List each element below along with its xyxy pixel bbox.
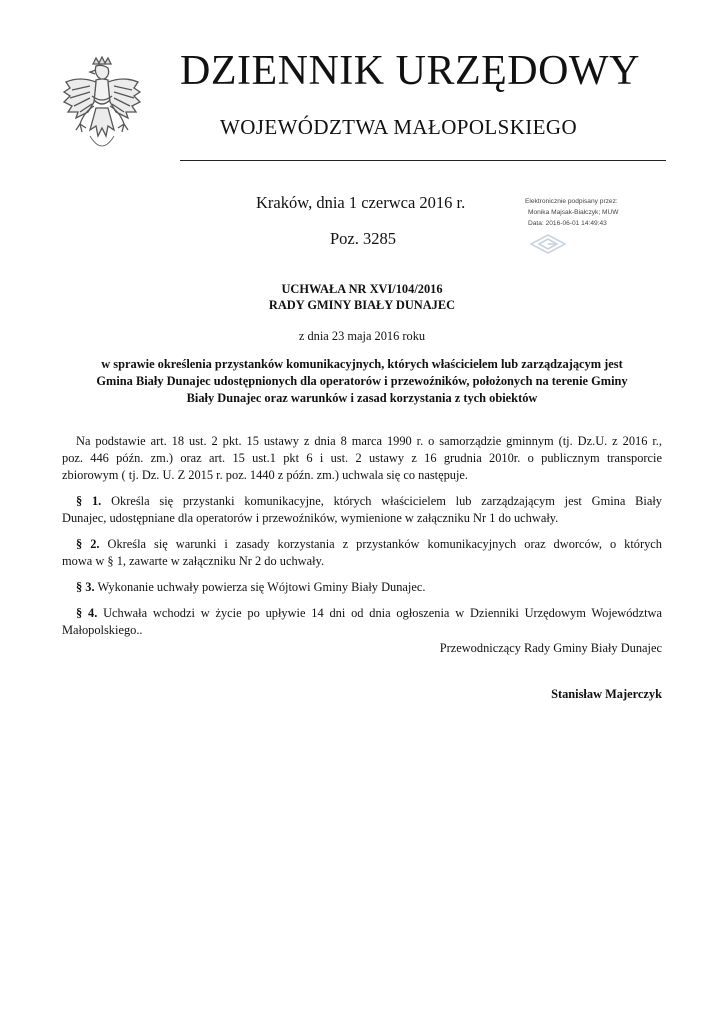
- paragraph-number: § 4.: [76, 606, 98, 620]
- paragraph-2: [62, 536, 662, 570]
- subject-line: Biały Dunajec oraz warunków i zasad korzystania z tych obiektów: [186, 391, 538, 405]
- paragraph-4: [62, 605, 662, 639]
- journal-subtitle: WOJEWÓDZTWA MAŁOPOLSKIEGO: [220, 115, 578, 139]
- resolution-body: [62, 433, 662, 648]
- text-line: poz. 446 późn. zm.) oraz art. 15 ust.1 pkt 6 i ust. 2 ustawy z 16 grudnia 2010r. o publicznym transporcie: [62, 451, 662, 465]
- paragraph-number: § 3.: [76, 580, 95, 594]
- text-line: [62, 605, 662, 622]
- subject-line: w sprawie określenia przystanków komunikacyjnych, których właścicielem lub zarządzającym jest: [101, 357, 623, 371]
- paragraph-3: [62, 579, 662, 596]
- signatory-name: Stanisław Majerczyk: [551, 687, 662, 701]
- signature-line: Elektronicznie podpisany przez:: [525, 198, 618, 205]
- paragraph-text: Uchwała wchodzi w życie po upływie 14 dni od dnia ogłoszenia w Dzienniki Urzędowym Województwa: [97, 606, 662, 620]
- text-line: [62, 579, 662, 596]
- text-line: [62, 536, 662, 553]
- text-line: Na podstawie art. 18 ust. 2 pkt. 15 ustawy z dnia 8 marca 1990 r. o samorządzie gminnym (tj. Dz.U. z 2016 r.,: [76, 434, 662, 448]
- signature-date: Data: 2016-06-01 14:49:43: [528, 220, 607, 227]
- text-line: Dunajec, udostępniane dla operatorów i przewoźników, wymienione w załączniku Nr 1 do uchwały.: [62, 511, 559, 525]
- electronic-signature-info: [525, 196, 655, 229]
- resolution-subject: [62, 356, 662, 407]
- signature-signer: Monika Majsak-Białczyk; MUW: [528, 209, 619, 216]
- resolution-title: [0, 281, 724, 313]
- polish-eagle-emblem-icon: [60, 56, 144, 166]
- paragraph-text: Określa się przystanki komunikacyjne, których właścicielem lub zarządzającym jest Gmina Biały: [101, 494, 662, 508]
- paragraph-text: Wykonanie uchwały powierza się Wójtowi Gminy Biały Dunajec.: [94, 580, 426, 594]
- resolution-council: RADY GMINY BIAŁY DUNAJEC: [268, 298, 456, 312]
- place-date: Kraków, dnia 1 czerwca 2016 r.: [256, 193, 466, 212]
- paragraph-number: § 2.: [76, 537, 100, 551]
- signature-validation-icon: [529, 233, 567, 255]
- text-line: zbiorowym ( tj. Dz. U. Z 2015 r. poz. 1440 z późn. zm.) uchwala się co następuje.: [62, 468, 469, 482]
- preamble-paragraph: [62, 433, 662, 484]
- paragraph-1: [62, 493, 662, 527]
- subject-line: Gmina Biały Dunajec udostępnionych dla operatorów i przewoźników, położonych na terenie Gminy: [96, 374, 628, 388]
- resolution-number: UCHWAŁA NR XVI/104/2016: [281, 282, 443, 296]
- text-line: Małopolskiego..: [62, 623, 143, 637]
- text-line: mowa w § 1, zawarte w załączniku Nr 2 do uchwały.: [62, 554, 325, 568]
- text-line: [62, 493, 662, 510]
- resolution-date: z dnia 23 maja 2016 roku: [298, 329, 426, 343]
- header-divider: [180, 160, 666, 161]
- paragraph-text: Określa się warunki i zasady korzystania z przystanków komunikacyjnych oraz dworców, o których: [99, 537, 663, 551]
- position-number: Poz. 3285: [330, 229, 396, 248]
- signatory-role: Przewodniczący Rady Gminy Biały Dunajec: [439, 641, 662, 655]
- journal-title: DZIENNIK URZĘDOWY: [180, 48, 640, 94]
- paragraph-number: § 1.: [76, 494, 102, 508]
